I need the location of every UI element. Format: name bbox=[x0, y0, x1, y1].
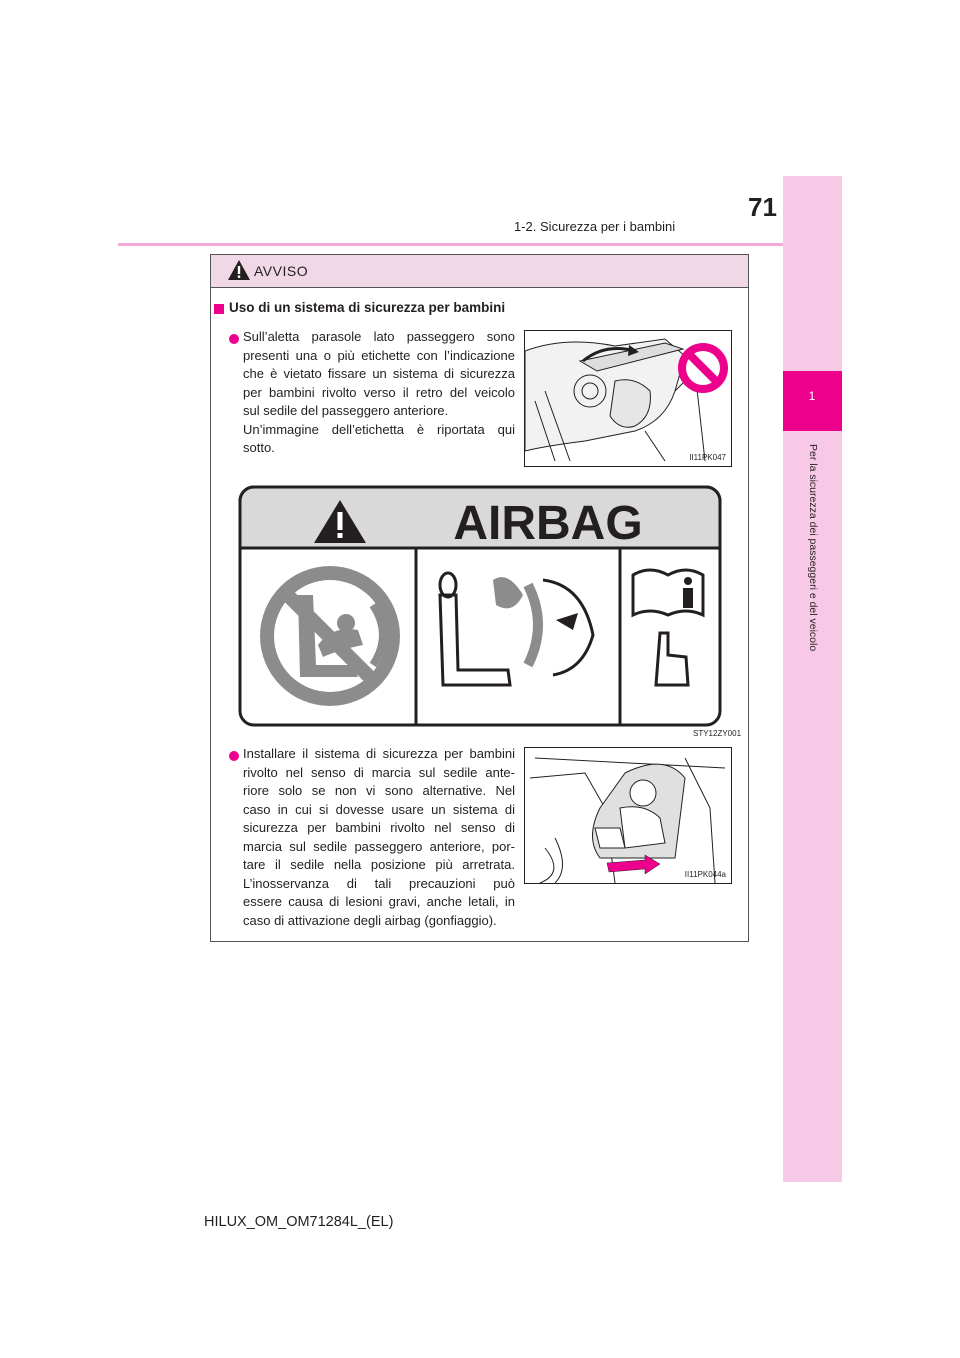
paragraph-1: Sull’aletta parasole lato passeggero sono presenti una o più etichette con l’indicazione che è vietato fissare un sistema di sicurezza per bambini rivolto verso il retro del veicolo sul sedile del passeggero anteriore. Un’immagine dell’etichetta è riportata qui sotto. bbox=[243, 329, 515, 455]
warning-title: AVVISO bbox=[254, 263, 309, 279]
forward-facing-seat-drawing bbox=[525, 748, 731, 883]
forward-facing-seat-illustration bbox=[524, 747, 732, 884]
subheading: Uso di un sistema di sicurezza per bambini bbox=[229, 300, 506, 315]
chapter-title: Per la sicurezza dei passeggeri e del veicolo bbox=[807, 444, 819, 652]
figure-code: II11PK047 bbox=[689, 453, 726, 462]
round-bullet-icon bbox=[229, 751, 239, 761]
page-number: 71 bbox=[748, 192, 777, 222]
airbag-warning-label bbox=[238, 485, 722, 727]
square-bullet-icon bbox=[214, 304, 224, 314]
sun-visor-illustration bbox=[524, 330, 732, 467]
chapter-number: 1 bbox=[808, 389, 816, 403]
sun-visor-drawing bbox=[525, 331, 731, 466]
round-bullet-icon bbox=[229, 334, 239, 344]
header-rule bbox=[118, 243, 840, 246]
airbag-label-text: AIRBAG bbox=[453, 497, 643, 550]
document-code: HILUX_OM_OM71284L_(EL) bbox=[204, 1214, 394, 1230]
paragraph-2: Installare il sistema di sicurezza per bambini rivolto nel senso di marcia sul sedile ante- riore solo se non vi sono alternative. Nel caso in cui si dovesse usare un sistema di sicurezza per bambini rivolto nel senso di marcia sul sedile passeggero anteriore, por- tare il sedile nella posizione più arretrata. L’inosservanza di tali precauzioni può essere causa di lesioni gravi, anche letali, in caso di attivazione degli airbag (gonfiaggio). bbox=[243, 746, 515, 928]
no-rear-facing-seat-icon bbox=[260, 566, 400, 706]
figure-code: II11PK044a bbox=[684, 870, 726, 879]
warning-triangle-icon bbox=[227, 259, 251, 281]
figure-code: STY12ZY001 bbox=[693, 729, 742, 738]
section-title: 1-2. Sicurezza per i bambini bbox=[514, 219, 676, 234]
